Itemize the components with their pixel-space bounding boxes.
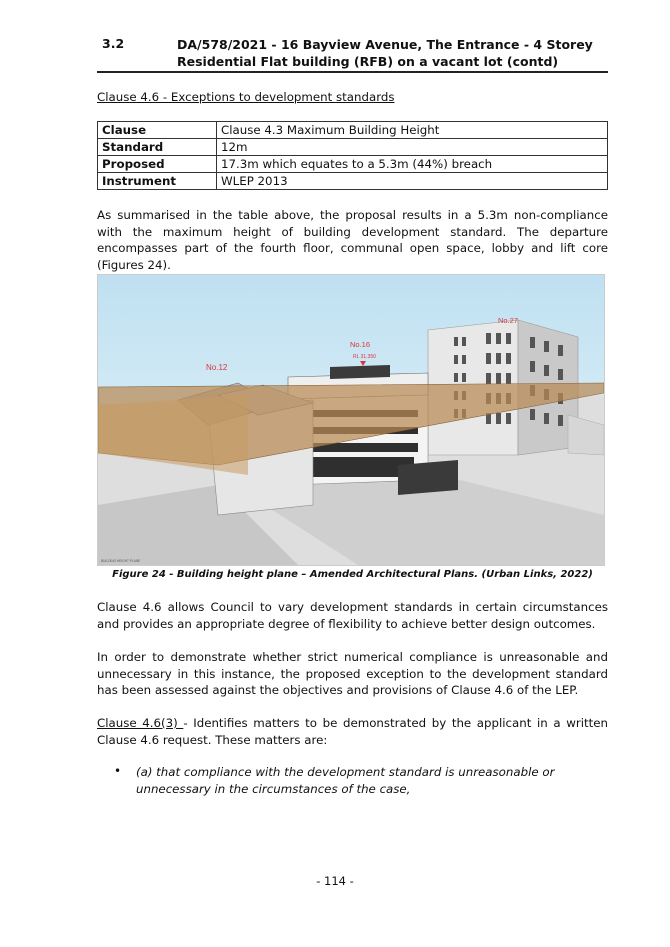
table-value: Clause 4.3 Maximum Building Height xyxy=(217,122,608,139)
table-row xyxy=(98,122,608,139)
label-no12: No.12 xyxy=(206,363,228,372)
bullet-icon: • xyxy=(114,764,122,778)
section-title: DA/578/2021 - 16 Bayview Avenue, The Entrance - 4 Storey Residential Flat building (RFB) on a vacant lot (contd) xyxy=(177,37,593,69)
label-no27: No.27 xyxy=(498,316,519,325)
label-no16: No.16 xyxy=(350,340,371,349)
standards-table xyxy=(97,121,608,190)
section-heading: Clause 4.6 - Exceptions to development standards xyxy=(97,90,395,104)
height-plane-render xyxy=(98,275,604,565)
figure-corner-note: BUILDING HEIGHT PLANE xyxy=(101,559,141,563)
page-number: - 114 - xyxy=(316,874,354,888)
figure-building-height-plane xyxy=(97,274,605,566)
table-value: 12m xyxy=(217,139,608,156)
paragraph-assessment: In order to demonstrate whether strict numerical compliance is unreasonable and unnecessary in this instance, the proposed exception to the development standard has been assessed against the objectives and provisions of Clause 4.6 of the LEP. xyxy=(97,650,608,697)
paragraph-clause-intro: Clause 4.6 allows Council to vary development standards in certain circumstances and provides an appropriate degree of flexibility to achieve better design outcomes. xyxy=(97,600,608,631)
paragraph-clause-463 xyxy=(97,715,608,748)
table-key: Clause xyxy=(98,122,217,139)
label-rl: RL 31.350 xyxy=(353,354,376,360)
table-key: Instrument xyxy=(98,173,217,190)
figure-caption: Figure 24 - Building height plane – Amended Architectural Plans. (Urban Links, 2022) xyxy=(112,569,593,580)
table-value: 17.3m which equates to a 5.3m (44%) breach xyxy=(217,156,608,173)
table-row xyxy=(98,173,608,190)
table-key: Proposed xyxy=(98,156,217,173)
table-row xyxy=(98,139,608,156)
table-value: WLEP 2013 xyxy=(217,173,608,190)
header-rule xyxy=(97,71,608,73)
table-key: Standard xyxy=(98,139,217,156)
paragraph-summary: As summarised in the table above, the proposal results in a 5.3m non-compliance with the maximum height of building development standard. The departure encompasses part of the fourth floor, communal open space, lobby and lift core (Figures 24). xyxy=(97,208,608,272)
bullet-text: (a) that compliance with the development standard is unreasonable or unnecessary in the circumstances of the case, xyxy=(136,765,555,796)
clause-text: - Identifies matters to be demonstrated by the applicant in a written Clause 4.6 request. These matters are: xyxy=(97,716,608,747)
clause-reference: Clause 4.6(3) xyxy=(97,716,184,730)
table-row xyxy=(98,156,608,173)
section-number: 3.2 xyxy=(102,36,125,51)
